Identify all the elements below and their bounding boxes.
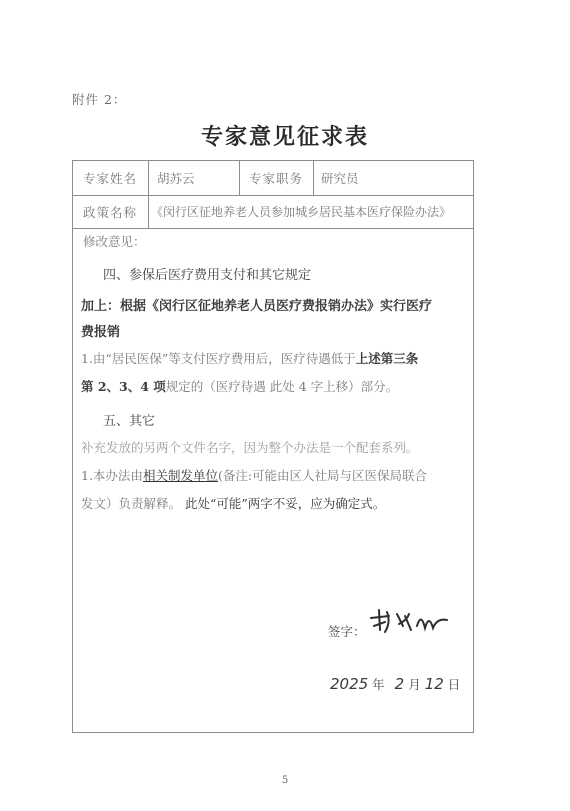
expert-info-row (73, 161, 473, 196)
item-1-bold: 上述第三条 (355, 351, 419, 366)
page-number: 5 (281, 775, 289, 786)
section-4-heading: 四、参保后医疗费用支付和其它规定 (103, 268, 312, 283)
policy-label: 政策名称 (83, 204, 138, 220)
date-day-unit: 日 (447, 677, 461, 692)
policy-row (73, 195, 473, 229)
position-label: 专家职务 (249, 171, 304, 186)
signing-date (330, 675, 460, 693)
divider (313, 161, 314, 195)
attachment-label: 附件 2： (72, 92, 127, 107)
name-label: 专家姓名 (83, 171, 138, 186)
item-2-underlined: 相关制发单位 (142, 468, 218, 483)
item-2-line-2-text-2: 此处“可能”两字不妥，应为确定式。 (185, 496, 386, 511)
item-1-line-2-text: 规定的（医疗待遇 此处 4 字上移）部分。 (165, 379, 399, 394)
item-1-line-2-bold: 第 2、3、4 项 (81, 379, 166, 394)
policy-value: 《闵行区征地养老人员参加城乡居民基本医疗保险办法》 (151, 205, 452, 219)
date-month-unit: 月 (408, 677, 421, 692)
section-5-heading: 五、其它 (103, 414, 156, 429)
name-value: 胡苏云 (157, 171, 195, 186)
date-year: 2025 (330, 675, 369, 693)
item-2-text-2: (备注:可能由区人社局与区医保局联合 (217, 468, 428, 483)
note-line: 补充发放的另两个文件名字，因为整个办法是一个配套系列。 (81, 440, 419, 455)
addition-text: 根据《闵行区征地养老人员医疗费报销办法》实行医疗 (120, 299, 433, 314)
date-year-unit: 年 (372, 677, 385, 692)
addition-prefix: 加上： (81, 299, 121, 314)
addition-line-2: 费报销 (81, 325, 121, 340)
item-2-line-2-text: 发文）负责解释。 (81, 496, 182, 511)
item-2-text: 1.本办法由 (81, 468, 143, 483)
date-month: 2 (394, 675, 405, 693)
item-1-line-1 (81, 349, 418, 367)
addition-line-1 (81, 295, 432, 314)
opinion-label: 修改意见： (83, 234, 146, 249)
date-day: 12 (424, 675, 444, 693)
page-title: 专家意见征求表 (200, 124, 369, 150)
divider (239, 161, 240, 195)
item-2-line-2 (81, 494, 385, 512)
item-2-line-1 (81, 466, 427, 484)
divider (148, 195, 149, 228)
signature-label: 签字： (328, 624, 366, 639)
position-value: 研究员 (321, 171, 359, 186)
item-1-line-2 (81, 377, 398, 395)
item-1-text: 1.由“居民医保”等支付医疗费用后，医疗待遇低于 (81, 351, 356, 366)
divider (148, 161, 149, 195)
handwritten-signature (365, 604, 455, 642)
opinion-form (72, 160, 474, 733)
